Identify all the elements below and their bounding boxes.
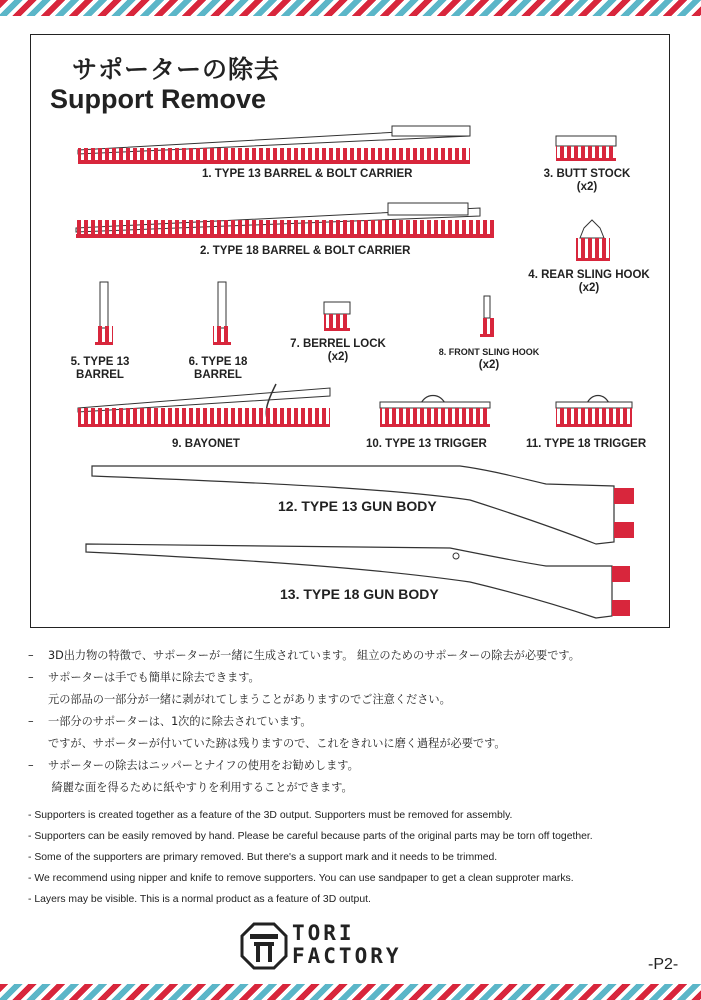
part-13-label: 13. TYPE 18 GUN BODY bbox=[280, 586, 439, 602]
part-6-type18-barrel bbox=[213, 282, 231, 345]
part-3-label bbox=[542, 168, 632, 194]
part-5-label bbox=[64, 356, 136, 382]
part-8-qty: (x2) bbox=[478, 359, 500, 371]
part-7-qty: (x2) bbox=[327, 351, 349, 363]
note-jp-row: ですが、サポーターが付いていた跡は残りますので、これをきれいに磨く過程が必要です。 bbox=[48, 737, 506, 750]
part-3-qty: (x2) bbox=[576, 181, 598, 193]
part-7-label bbox=[290, 338, 386, 364]
part-1-type13-barrel-bolt-carrier bbox=[78, 126, 470, 164]
part-6-line2: BARREL bbox=[194, 369, 242, 381]
part-3-butt-stock bbox=[556, 136, 616, 161]
notes-en bbox=[28, 805, 688, 910]
logo-line1: TORI bbox=[292, 921, 355, 945]
part-8-name: 8. FRONT SLING HOOK bbox=[438, 347, 540, 357]
note-en-row: - Some of the supporters are primary removed. But there's a support mark and it needs to be trimmed. bbox=[28, 852, 498, 863]
note-en-row: - Layers may be visible. This is a normal product as a feature of 3D output. bbox=[28, 894, 371, 905]
part-12-label: 12. TYPE 13 GUN BODY bbox=[278, 498, 437, 514]
note-en-row: - Supporters is created together as a feature of the 3D output. Supporters must be removed for assembly. bbox=[28, 810, 513, 821]
part-4-qty: (x2) bbox=[578, 282, 600, 294]
part-10-label: 10. TYPE 13 TRIGGER bbox=[366, 438, 487, 450]
part-13-type18-gun-body bbox=[86, 544, 630, 618]
note-jp-row: 綺麗な面を得るために紙やすりを利用することができます。 bbox=[48, 781, 353, 794]
part-7-barrel-lock bbox=[324, 302, 350, 331]
note-jp-row: 元の部品の一部分が一緒に剥がれてしまうことがありますのでご注意ください。 bbox=[48, 693, 451, 706]
part-4-label bbox=[526, 269, 652, 295]
part-8-label bbox=[436, 346, 542, 372]
part-10-type13-trigger bbox=[380, 396, 490, 428]
part-1-label: 1. TYPE 13 BARREL & BOLT CARRIER bbox=[202, 168, 413, 180]
logo-wordmark bbox=[292, 922, 402, 968]
note-jp-row: – サポーターは手でも簡単に除去できます。 bbox=[28, 671, 260, 684]
part-9-bayonet bbox=[78, 384, 330, 427]
part-4-rear-sling-hook bbox=[576, 220, 610, 261]
note-jp-row: – サポーターの除去はニッパーとナイフの使用をお勧めします。 bbox=[28, 759, 359, 772]
part-8-front-sling-hook bbox=[480, 296, 494, 337]
part-4-name: 4. REAR SLING HOOK bbox=[528, 269, 650, 281]
part-9-label: 9. BAYONET bbox=[172, 438, 240, 450]
part-6-name: 6. TYPE 18 bbox=[188, 356, 248, 368]
part-3-name: 3. BUTT STOCK bbox=[543, 168, 631, 180]
tori-factory-logo-icon bbox=[240, 922, 288, 970]
bottom-decorative-stripe bbox=[0, 984, 701, 1000]
note-en-row: - We recommend using nipper and knife to remove supporters. You can use sandpaper to get a clean supproter marks. bbox=[28, 873, 574, 884]
part-7-name: 7. BERREL LOCK bbox=[290, 338, 386, 350]
page-title-en: Support Remove bbox=[50, 84, 267, 114]
note-en-row: - Supporters can be easily removed by hand. Please be careful because parts of the original parts may be torn off together. bbox=[28, 831, 593, 842]
part-11-label: 11. TYPE 18 TRIGGER bbox=[526, 438, 647, 450]
part-5-line2: BARREL bbox=[76, 369, 124, 381]
page-number: -P2- bbox=[648, 956, 679, 973]
part-5-type13-barrel bbox=[95, 282, 113, 345]
part-11-type18-trigger bbox=[556, 396, 632, 428]
note-jp-row: – 一部分のサポーターは、1次的に除去されています。 bbox=[28, 715, 312, 728]
note-jp-row: – 3D出力物の特徴で、サポーターが一緒に生成されています。 組立のためのサポーターの除去が必要です。 bbox=[28, 649, 580, 662]
part-5-name: 5. TYPE 13 bbox=[70, 356, 130, 368]
part-2-label: 2. TYPE 18 BARREL & BOLT CARRIER bbox=[200, 245, 411, 257]
part-6-label bbox=[182, 356, 254, 382]
part-2-type18-barrel-bolt-carrier bbox=[76, 203, 494, 238]
logo-line2: FACTORY bbox=[292, 944, 402, 968]
notes-jp bbox=[28, 645, 678, 799]
tori-factory-logo bbox=[240, 920, 450, 972]
page-title-jp: サポーターの除去 bbox=[72, 55, 281, 84]
